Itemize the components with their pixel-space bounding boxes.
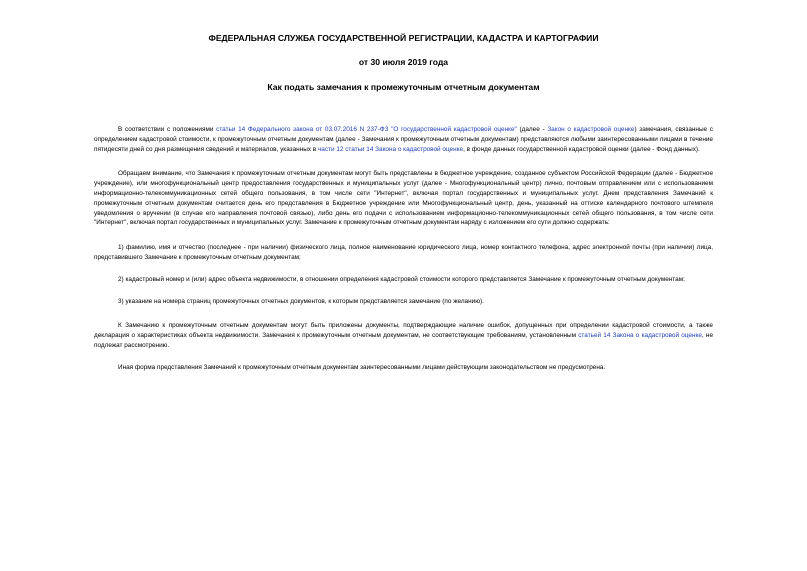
paragraph-attachments <box>94 321 713 350</box>
paragraph-text: В соответствии с положениями <box>118 126 217 133</box>
list-item-3: 3) указание на номера страниц промежуточных отчетных документов, к которым представляется замечание (по желанию). <box>118 297 484 305</box>
paragraph-text: , в фонде данных государственной кадастровой оценки (далее - Фонд данных). <box>463 145 700 153</box>
cadastral-law-link[interactable]: Закон о кадастровой оценке <box>547 126 635 133</box>
list-item-1: 1) фамилию, имя и отчество (последнее - при наличии) физического лица, полное наименование юридического лица, номер контактного телефона, адрес электронной почты (при наличии) лица, представившего Замечание к промежуточным отчетным документам; <box>94 244 713 261</box>
article-14-link[interactable]: статьей 14 Закона о кадастровой оценке <box>578 332 702 340</box>
part-12-article-14-link[interactable]: части 12 статьи 14 Закона о кадастровой оценке <box>317 145 464 153</box>
paragraph-text: (далее - <box>516 126 548 133</box>
paragraph-legal-basis <box>94 125 713 154</box>
paragraph-text: , не подлежат рассмотрению. <box>94 332 713 349</box>
list-item-2: 2) кадастровый номер и (или) адрес объекта недвижимости, в отношении определения кадастровой стоимости которого представляется Замечание к промежуточным отчетным документам; <box>118 275 685 283</box>
document-date: от 30 июля 2019 года <box>358 57 449 67</box>
agency-heading: ФЕДЕРАЛЬНАЯ СЛУЖБА ГОСУДАРСТВЕННОЙ РЕГИСТРАЦИИ, КАДАСТРА И КАРТОГРАФИИ <box>208 33 599 43</box>
paragraph-text: ) замечания, связанные с определением кадастровой стоимости, к промежуточным отчетным документам (далее - Замечания к промежуточным отчетным документам) представляются любыми заинтересованными лицами в течение пятидесяти дней со дня размещения сведений и материалов, указанных в <box>94 126 713 153</box>
paragraph-other-forms: Иная форма представления Замечаний к промежуточным отчетным документам заинтересованными лицами действующим законодательством не предусмотрена. <box>118 363 606 371</box>
law-article-14-link[interactable]: статьи 14 Федерального закона от 03.07.2016 N 237-ФЗ "О государственной кадастровой оценке" <box>216 126 517 133</box>
document-title: Как подать замечания к промежуточным отчетным документам <box>267 82 540 92</box>
paragraph-submission-methods: Обращаем внимание, что Замечания к промежуточным отчетным документам могут быть представлены в бюджетное учреждение, созданное субъектом Российской Федерации (далее - Бюджетное учреждение), или многофункциональный центр предоставления государственных и муниципальных услуг (далее - Многофункциональный центр) лично, почтовым отправлением или с использованием информационно-телекоммуникационных сетей общего пользования, в том числе сети "Интернет", включая портал государственных и муниципальных услуг. Днем представления Замечаний к промежуточным отчетным документам считается день его представления в Бюджетное учреждение или Многофункциональный центр, день, указанный на оттиске календарного почтового штемпеля уведомления о вручении (в случае его направления почтовой связью), либо день его подачи с использованием информационно-телекоммуникационных сетей общего пользования, в том числе сети "Интернет", включая портал государственных и муниципальных услуг. Замечание к промежуточным отчетным документам наряду с изложением его сути должно содержать: <box>94 170 713 227</box>
document-body <box>94 125 713 373</box>
paragraph-text: К Замечанию к промежуточным отчетным документам могут быть приложены документы, подтверждающие наличие ошибок, допущенных при определении кадастровой стоимости, а также декларация о характеристиках объекта недвижимости. Замечания к промежуточным отчетным документам, не соответствующие требованиям, установленным <box>94 322 713 340</box>
